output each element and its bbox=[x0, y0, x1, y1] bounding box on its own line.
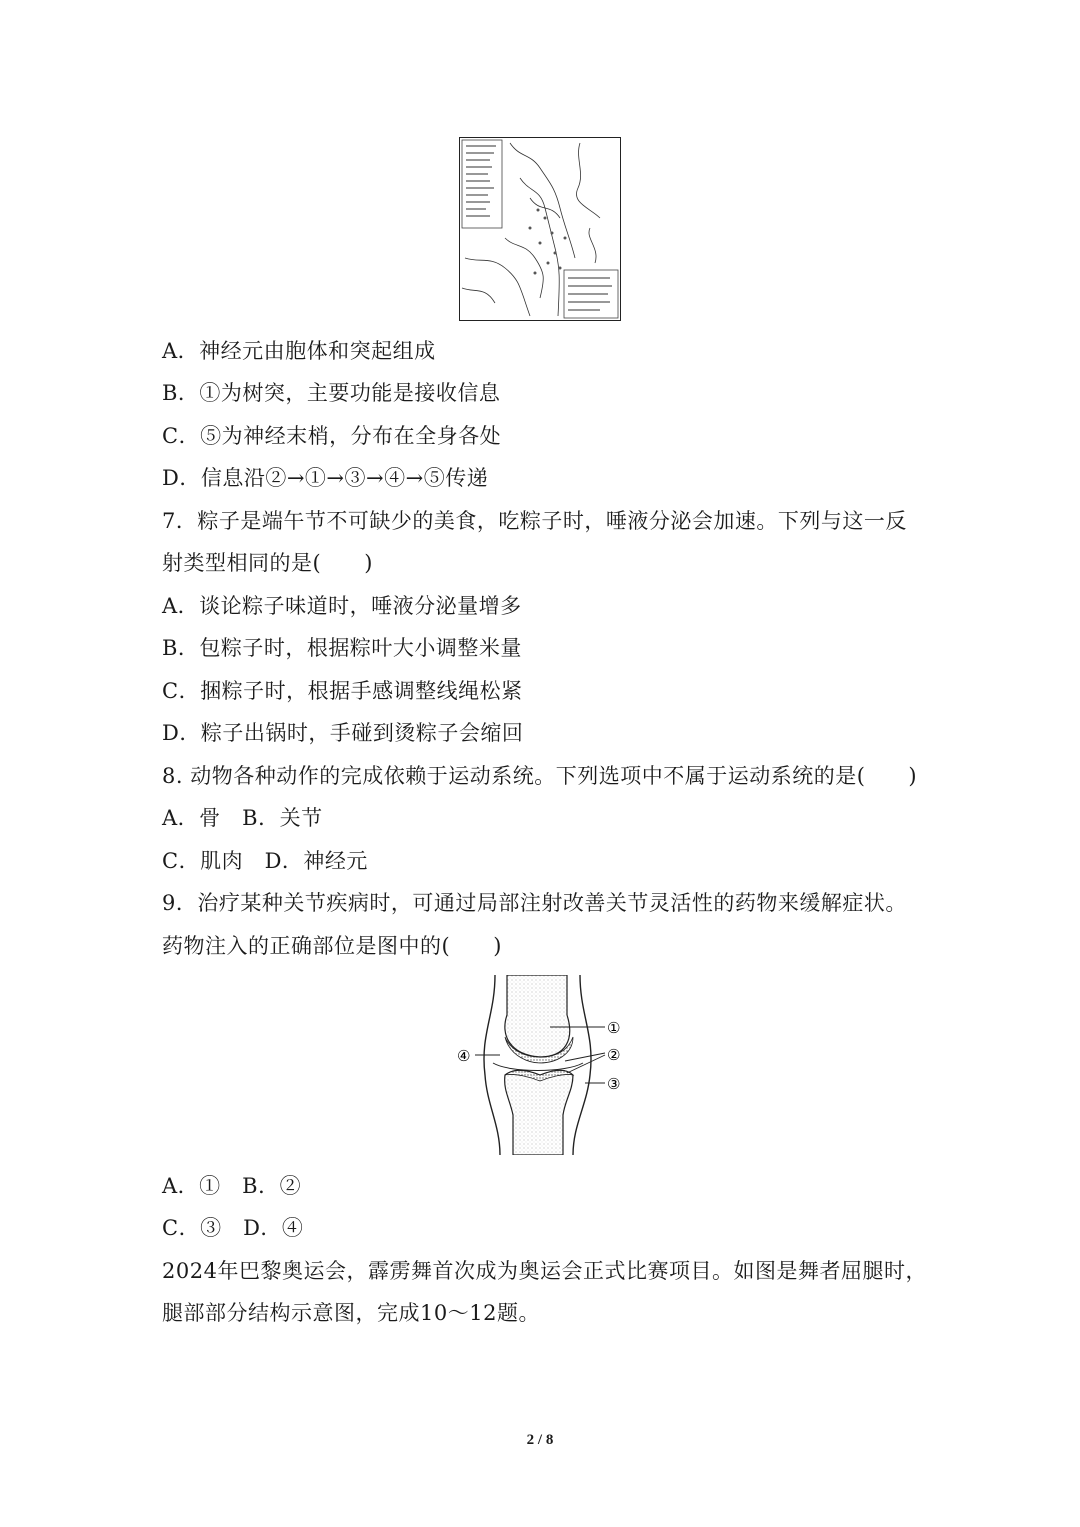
joint-label-4: ④ bbox=[457, 1047, 471, 1065]
q7-stem-line1: 7．粽子是端午节不可缺少的美食，吃粽子时，唾液分泌会加速。下列与这一反 bbox=[162, 509, 907, 533]
page-number: 2 / 8 bbox=[526, 1432, 554, 1448]
q9-options-row1: A．① B．② bbox=[162, 1174, 302, 1198]
joint-label-3: ③ bbox=[607, 1075, 621, 1093]
q9-stem-line1: 9．治疗某种关节疾病时，可通过局部注射改善关节灵活性的药物来缓解症状。 bbox=[162, 891, 907, 915]
q6-option-c: C．⑤为神经末梢，分布在全身各处 bbox=[162, 424, 502, 448]
q6-option-a: A．神经元由胞体和突起组成 bbox=[162, 339, 436, 363]
q7-option-b: B．包粽子时，根据粽叶大小调整米量 bbox=[162, 636, 522, 660]
q7-option-d: D．粽子出锅时，手碰到烫粽子会缩回 bbox=[162, 721, 524, 745]
intro-line2: 腿部部分结构示意图，完成10～12题。 bbox=[162, 1301, 540, 1325]
q8-stem: 8. 动物各种动作的完成依赖于运动系统。下列选项中不属于运动系统的是( ) bbox=[162, 764, 918, 788]
intro-line1: 2024年巴黎奥运会，霹雳舞首次成为奥运会正式比赛项目。如图是舞者屈腿时， bbox=[162, 1259, 927, 1283]
joint-label-2: ② bbox=[607, 1046, 621, 1064]
q8-options-row1: A．骨 B．关节 bbox=[162, 806, 323, 830]
map-figure-icon bbox=[460, 138, 620, 320]
map-figure bbox=[459, 137, 621, 321]
joint-label-1: ① bbox=[607, 1019, 621, 1037]
q8-options-row2: C．肌肉 D．神经元 bbox=[162, 849, 368, 873]
q9-stem-line2: 药物注入的正确部位是图中的( ) bbox=[162, 934, 502, 958]
q7-option-c: C．捆粽子时，根据手感调整线绳松紧 bbox=[162, 679, 523, 703]
q7-stem-line2: 射类型相同的是( ) bbox=[162, 551, 373, 575]
q7-option-a: A．谈论粽子味道时，唾液分泌量增多 bbox=[162, 594, 522, 618]
joint-figure bbox=[455, 975, 635, 1155]
q6-option-d: D．信息沿②→①→③→④→⑤传递 bbox=[162, 466, 489, 490]
q9-options-row2: C．③ D．④ bbox=[162, 1216, 304, 1240]
joint-diagram-icon bbox=[455, 975, 635, 1155]
q6-option-b: B．①为树突，主要功能是接收信息 bbox=[162, 381, 501, 405]
